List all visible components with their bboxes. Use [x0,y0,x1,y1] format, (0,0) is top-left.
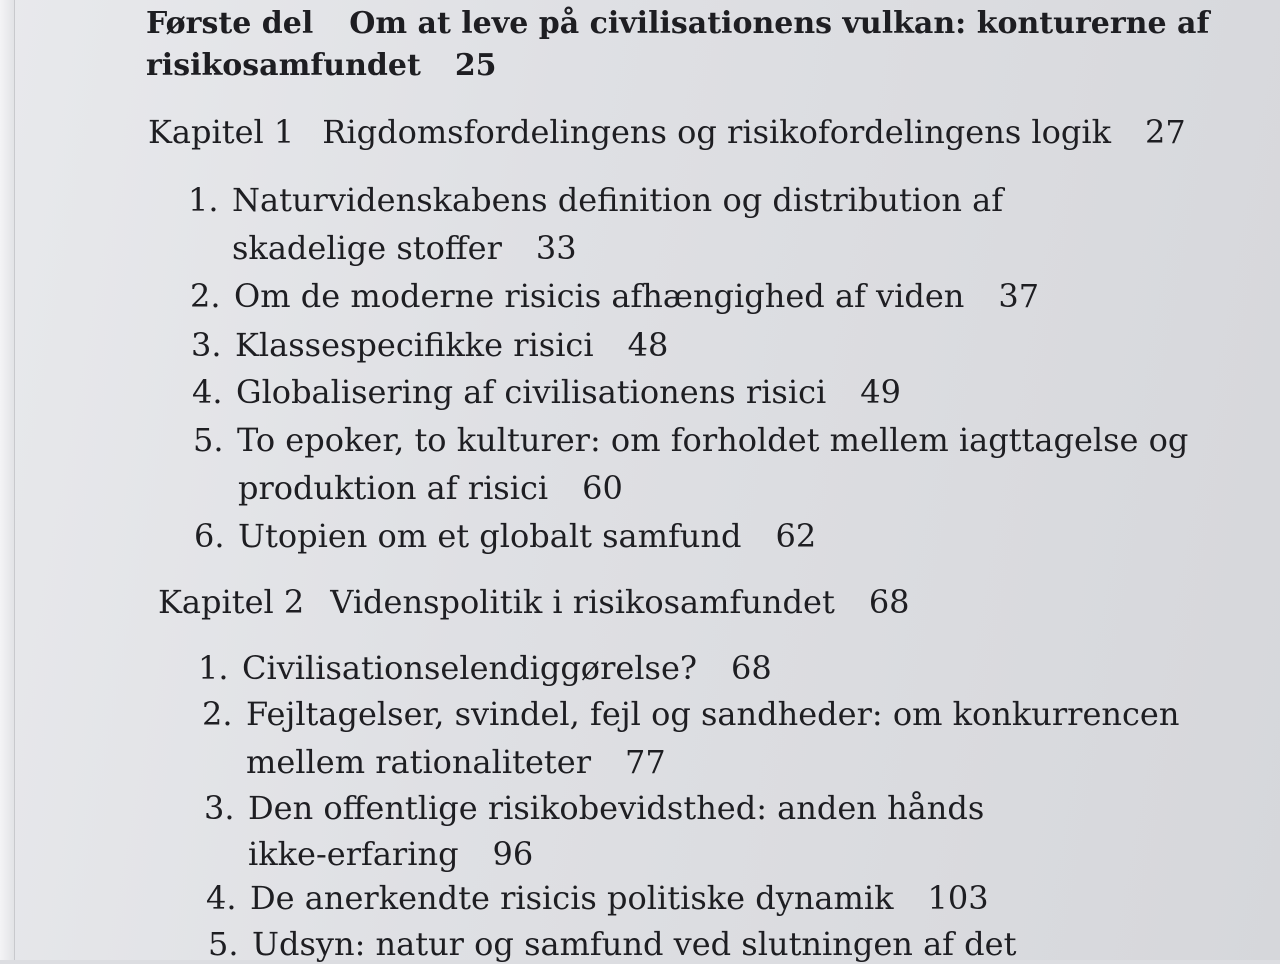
toc-item [204,788,984,828]
item-title: Klassespecifikke risici [235,326,594,364]
part-heading-line2 [146,46,497,86]
item-title-cont: ikke-erfaring [248,835,459,873]
item-page: 60 [582,469,623,507]
item-title-cont: mellem rationaliteter [246,743,591,781]
toc-item-continuation [246,742,666,782]
toc-item-continuation [238,468,623,508]
item-title: Utopien om et globalt samfund [238,517,742,555]
item-page: 49 [860,373,901,411]
item-title: To epoker, to kulturer: om forholdet mellem iagttagelse og [237,421,1189,459]
item-number: 1. [188,181,219,219]
toc-item [208,924,1016,964]
toc-item [198,648,772,688]
chapter2-heading [158,582,910,622]
item-page: 96 [492,835,534,873]
chapter1-label: Kapitel 1 [148,113,295,151]
item-number: 4. [192,373,223,411]
toc-item [206,878,989,918]
item-page: 103 [927,879,989,917]
item-page: 37 [998,277,1040,315]
chapter1-title: Rigdomsfordelingens og risikofordelingens logik [322,113,1112,151]
toc-item [193,420,1188,460]
item-title-cont: skadelige stoffer [232,229,502,267]
toc-item [191,325,668,365]
item-number: 1. [198,649,229,687]
item-number: 5. [208,925,239,963]
item-title: Den offentlige risikobevidsthed: anden hånds [248,789,985,827]
item-number: 3. [191,326,222,364]
toc-item [192,372,901,412]
chapter2-label: Kapitel 2 [158,583,305,621]
item-number: 6. [194,517,225,555]
item-page: 48 [627,326,669,364]
item-page: 77 [624,743,666,781]
item-title: Om de moderne risicis afhængighed af viden [234,277,965,315]
chapter2-page: 68 [868,583,910,621]
item-title: Udsyn: natur og samfund ved slutningen af det [252,925,1017,963]
page-edge [0,0,15,960]
toc-item [202,694,1179,734]
item-number: 5. [193,421,224,459]
item-title: Fejltagelser, svindel, fejl og sandheder: om konkurrencen [246,695,1180,733]
toc-item-continuation [248,834,533,874]
item-title-cont: produktion af risici [238,469,549,507]
part-title-line1: Om at leve på civilisationens vulkan: konturerne af [349,6,1210,41]
toc-item-continuation [232,228,577,268]
item-page: 68 [731,649,772,687]
item-title: Civilisationselendiggørelse? [242,649,698,687]
toc-item [190,276,1039,316]
item-number: 4. [206,879,237,917]
item-number: 3. [204,789,235,827]
item-title: Naturvidenskabens definition og distribution af [232,181,1004,219]
toc-item [188,180,1003,220]
part-heading-line1 [146,4,1209,44]
item-number: 2. [190,277,221,315]
item-title: De anerkendte risicis politiske dynamik [250,879,894,917]
toc-item [194,516,816,556]
item-page: 33 [535,229,577,267]
chapter1-heading [148,112,1186,152]
chapter2-title: Videnspolitik i risikosamfundet [330,583,835,621]
item-title: Globalisering af civilisationens risici [236,373,827,411]
item-number: 2. [202,695,233,733]
part-label: Første del [146,6,314,41]
part-title-line2: risikosamfundet [146,48,421,83]
chapter1-page: 27 [1145,113,1186,151]
item-page: 62 [775,517,817,555]
part-page: 25 [454,48,497,83]
